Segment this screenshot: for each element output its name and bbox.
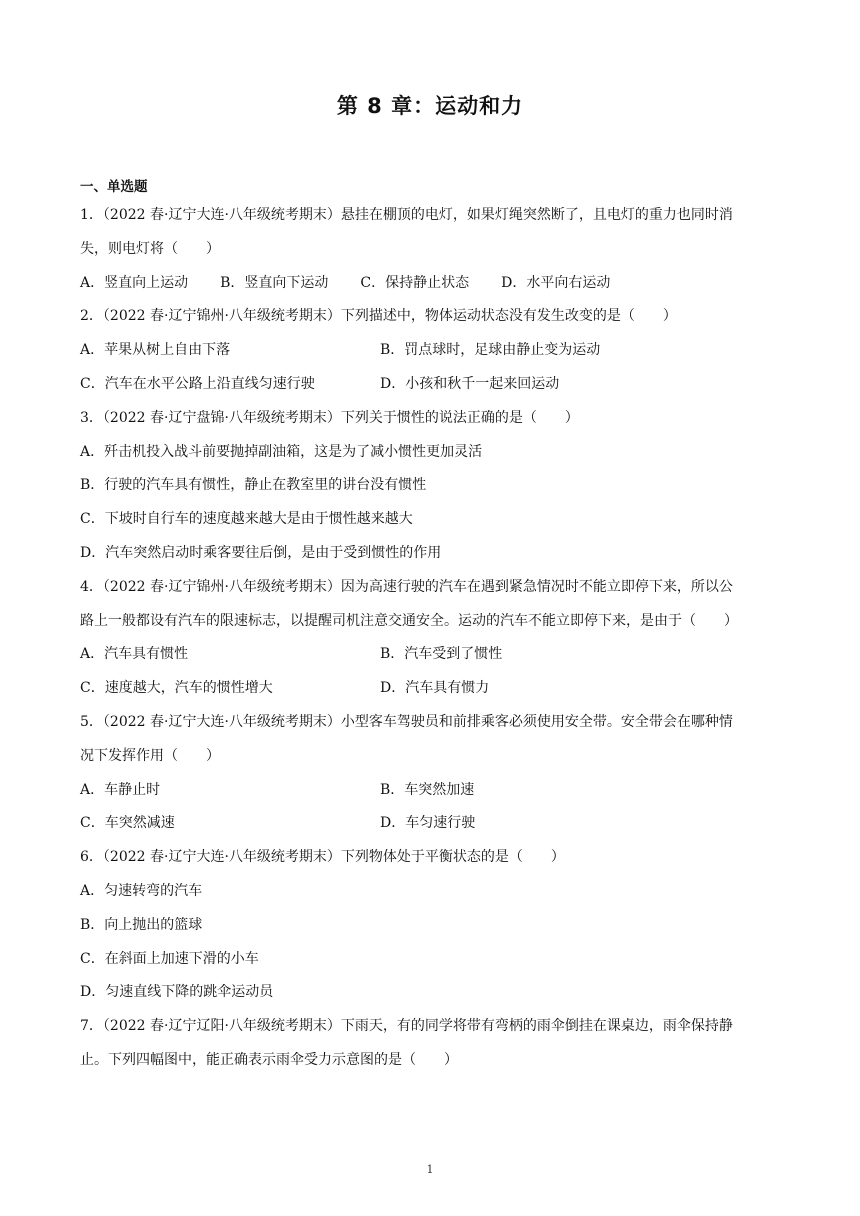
question-stem [80,402,780,436]
page-number: 1 [426,1163,434,1176]
option-b: B．向上抛出的篮球 [80,916,203,933]
question-number: 3． [80,409,103,426]
option-a: A．匀速转弯的汽车 [80,882,203,899]
option-d: D．匀速直线下降的跳伞运动员 [80,984,274,1001]
question-stem [80,841,780,875]
option-row [80,807,780,841]
option-a: A．车静止时 [80,781,161,798]
question-text: 下列描述中，物体运动状态没有发生改变的是（ ） [340,308,677,325]
question-text: 悬挂在棚顶的电灯，如果灯绳突然断了，且电灯的重力也同时消 [340,207,733,223]
option-c: C．在斜面上加速下滑的小车 [80,950,259,967]
question-text: 下雨天，有的同学将带有弯柄的雨伞倒挂在课桌边，雨伞保持静 [340,1018,733,1035]
option-d: D．小孩和秋千一起来回运动 [380,375,560,392]
question-text: 下列关于惯性的说法正确的是（ ） [340,409,579,426]
option-d: D．汽车突然启动时乘客要往后倒，是由于受到惯性的作用 [80,544,442,561]
section-heading: 一、单选题 [80,179,148,195]
option-b: B．罚点球时，足球由静止变为运动 [380,342,601,359]
question-text: 小型客车驾驶员和前排乘客必须使用安全带。安全带会在哪种情 [340,713,733,730]
question-1 [80,199,780,300]
option-d: D．车匀速行驶 [380,815,476,832]
question-stem [80,706,780,740]
question-number: 5． [80,713,103,730]
option-a: A．苹果从树上自由下落 [80,342,231,359]
option-a: A．竖直向上运动 [80,274,189,291]
question-2 [80,300,780,401]
question-number: 1． [80,207,103,223]
question-stem [80,300,780,334]
option-a: A．歼击机投入战斗前要抛掉副油箱，这是为了减小惯性更加灵活 [80,443,483,460]
question-stem-continued: 止。下列四幅图中，能正确表示雨伞受力示意图的是（ ） [80,1051,458,1068]
option-row [80,267,780,301]
option-c: C．车突然减速 [80,815,175,832]
question-source: （2022 春·辽宁大连·八年级统考期末） [102,713,341,730]
question-stem [80,199,780,233]
question-5 [80,706,780,841]
option-row [80,368,780,402]
question-source: （2022 春·辽宁辽阳·八年级统考期末） [102,1018,341,1035]
option-c: C．速度越大，汽车的惯性增大 [80,680,273,697]
option-c: C．汽车在水平公路上沿直线匀速行驶 [80,375,315,392]
question-number: 6． [80,849,103,866]
question-number: 2． [80,308,103,325]
option-c: C．保持静止状态 [360,274,470,291]
question-3 [80,402,780,571]
question-source: （2022 春·辽宁锦州·八年级统考期末） [102,308,341,325]
option-b: B．行驶的汽车具有惯性，静止在教室里的讲台没有惯性 [80,477,427,494]
question-stem-continued: 路上一般都设有汽车的限速标志，以提醒司机注意交通安全。运动的汽车不能立即停下来，是由于（ ） [80,612,738,629]
question-stem [80,571,780,605]
option-row [80,638,780,672]
option-a: A．汽车具有惯性 [80,646,189,663]
option-row [80,672,780,706]
question-text: 下列物体处于平衡状态的是（ ） [340,849,565,866]
option-d: D．水平向右运动 [501,274,611,291]
question-stem-continued: 失，则电灯将（ ） [80,240,220,257]
option-b: B．车突然加速 [380,781,475,798]
option-row [80,334,780,368]
question-source: （2022 春·辽宁锦州·八年级统考期末） [102,578,341,595]
question-source: （2022 春·辽宁大连·八年级统考期末） [102,207,341,223]
question-stem-continued: 况下发挥作用（ ） [80,747,220,764]
question-source: （2022 春·辽宁大连·八年级统考期末） [102,849,341,866]
question-7 [80,1010,780,1078]
question-source: （2022 春·辽宁盘锦·八年级统考期末） [102,409,341,426]
option-b: B．汽车受到了惯性 [380,646,503,663]
question-4 [80,571,780,706]
question-6 [80,841,780,1010]
option-c: C．下坡时自行车的速度越来越大是由于惯性越来越大 [80,511,413,528]
question-number: 7． [80,1018,103,1035]
question-list [80,199,780,1078]
page-title: 第 8 章：运动和力 [336,94,524,118]
question-number: 4． [80,578,103,595]
question-text: 因为高速行驶的汽车在遇到紧急情况时不能立即停下来，所以公 [340,578,733,595]
question-stem [80,1010,780,1044]
option-b: B．竖直向下运动 [220,274,329,291]
option-d: D．汽车具有惯力 [380,680,490,697]
option-row [80,774,780,808]
